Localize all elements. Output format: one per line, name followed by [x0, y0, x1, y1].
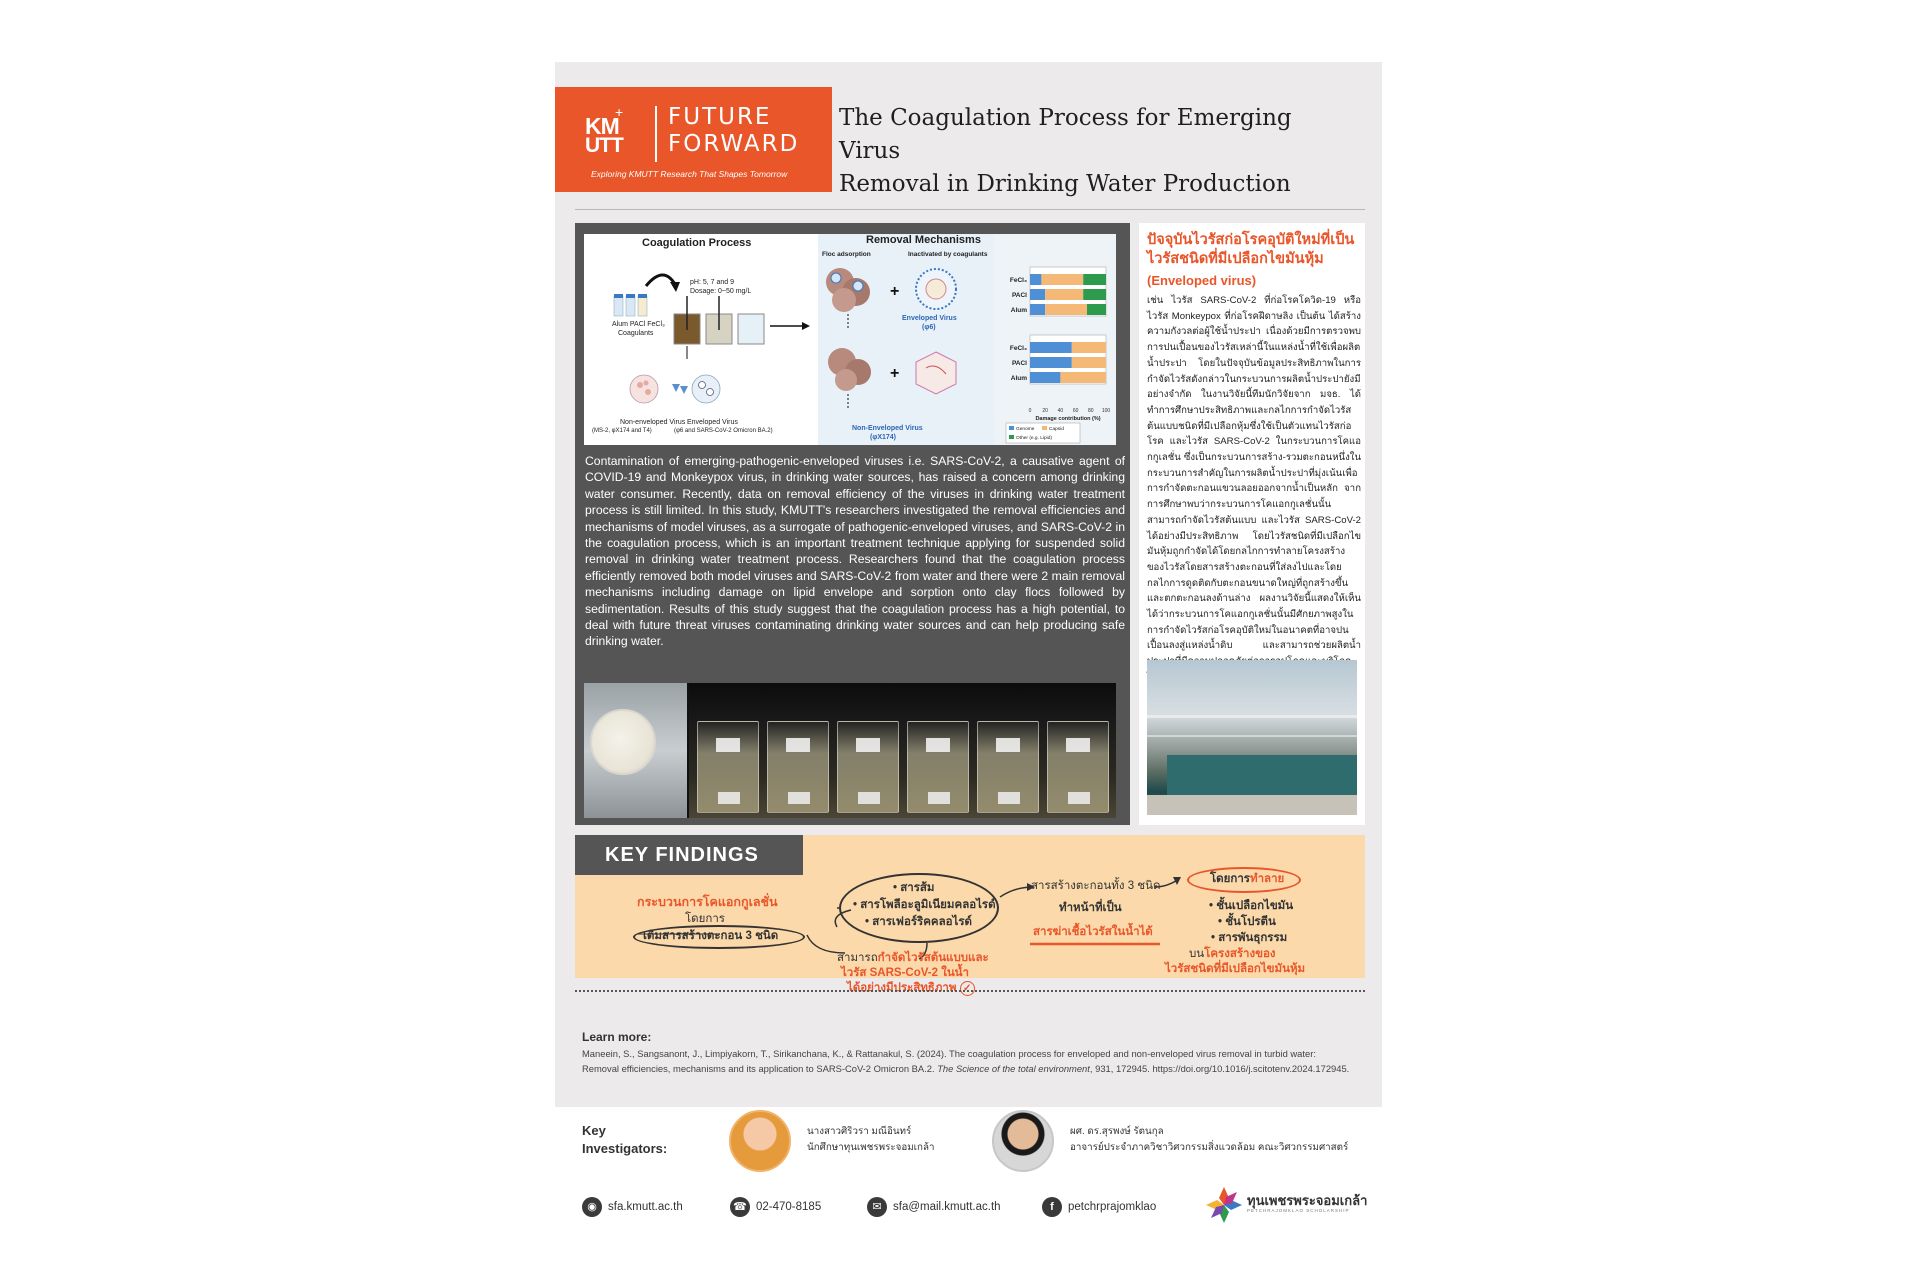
facebook-icon: f — [1042, 1197, 1062, 1217]
key-investigators-line-1: Key — [582, 1123, 606, 1138]
thai-subheading: (Enveloped virus) — [1147, 273, 1257, 288]
non-enveloped-floc-icon — [828, 348, 871, 391]
non-enveloped-virus-icon — [916, 352, 956, 394]
non-enveloped-virus-label: Non-Enveloped Virus — [852, 425, 923, 432]
chart-category-label: PACl — [1011, 360, 1027, 367]
check-icon: ✓ — [960, 981, 975, 996]
coagulants-line-2: Coagulants — [618, 330, 654, 337]
kmutt-logo — [585, 104, 635, 159]
poster-title — [839, 102, 1359, 201]
english-summary-panel — [575, 223, 1130, 825]
chart-legend-swatch — [1009, 426, 1014, 430]
non-env-sub: (MS-2, φX174 and T4) — [592, 428, 652, 434]
chart-category-label: Alum — [1010, 375, 1027, 382]
scholarship-logo-icon — [1205, 1186, 1243, 1224]
chart-bar-segment — [1072, 342, 1106, 353]
dotted-divider — [575, 990, 1365, 992]
phone-icon: ☎ — [730, 1197, 750, 1217]
key-findings-label: KEY FINDINGS — [575, 835, 803, 875]
key-findings-section — [575, 835, 1365, 994]
reference-citation — [582, 1046, 1352, 1076]
kf-left-by: โดยการ — [685, 913, 725, 925]
chart-x-axis-label: Damage contribution (%) — [1035, 416, 1101, 422]
chart-legend-label: Genome — [1016, 427, 1035, 432]
kf-coagulant-2: • สารโพลีอะลูมิเนียมคลอไรด์ — [853, 899, 996, 911]
jar-test-beakers-photo — [689, 683, 1116, 818]
env-label: Enveloped Virus — [687, 419, 738, 426]
chart-bar-segment — [1045, 289, 1083, 300]
non-enveloped-virus-sub: (φX174) — [870, 434, 897, 441]
key-investigators-line-2: Investigators: — [582, 1141, 668, 1156]
thai-body-text: เช่น ไวรัส SARS-CoV-2 ที่ก่อโรคโควิด-19 หรือ ไวรัส Monkeypox ที่ก่อโรคฝีดาษลิง เป็นต้น ได้สร้างความกังวลต่อผู้ใช้น้ำประปา เนื่องด้วยมีการตรวจพบการปนเปื้อนของไวรัสเหล่านี้ในแหล่งน้ำที่ใช้เพื่อผลิตน้ำประปา โดยในปัจจุบันข้อมูลประสิทธิภาพในการกำจัดไวรัสดังกล่าวในกระบวนการผลิตน้ำประปายังมีอย่างจำกัด ในงานวิจัยนี้ทีมนักวิจัยจาก มจธ. ได้ทำการศึกษาประสิทธิภาพและกลไกการกำจัดไวรัสต้นแบบชนิดที่มีเปลือกหุ้มซึ่งใช้เป็นตัวแทนไวรัสก่อโรค และไวรัส SARS-CoV-2 ในกระบวนการโคแอกกูเลชั่น ซึ่งเป็นกระบวนการสร้าง-รวมตะกอนหนึ่งในกระบวนการสำคัญในการผลิตน้ำประปาที่มุ่งเน้นเพื่อการกำจัดตะกอนแขวนลอยออกจากน้ำเป็นหลัก จากการศึกษาพบว่ากระบวนการโคแอกกูเลชั่นนั้นสามารถกำจัดไวรัสต้นแบบ และไวรัส SARS-CoV-2 ได้อย่างมีประสิทธิภาพ โดยไวรัสชนิดที่มีเปลือกไขมันหุ้มถูกกำจัดได้โดยกลไกการทำลายโครงสร้างของไวรัสโดยสารสร้างตะกอนที่ใส่ลงไปและโดยกลไกการดูดติดกับตะกอนขนาดใหญ่ที่ถูกสร้างขึ้นและตกตะกอนลงด้านล่าง ผลงานวิจัยนี้แสดงให้เห็นได้ว่ากระบวนการโคแอกกูเลชั่นนั้นมีศักยภาพสูงในการกำจัดไวรัสก่อโรคอุบัติใหม่ในอนาคตที่อาจปนเปื้อนลงสู่แหล่งน้ำดิบ และสามารถช่วยผลิตน้ำ — [1147, 295, 1361, 652]
chart-bar-segment — [1083, 289, 1106, 300]
kf-right1-line-2: ทำหน้าที่เป็น — [1059, 902, 1122, 914]
enveloped-virus-label: Enveloped Virus — [902, 315, 957, 322]
kf-damage-1: • ชั้นเปลือกไขมัน — [1209, 900, 1294, 912]
mechanism-diagram — [584, 234, 1116, 445]
chart-category-label: Alum — [1010, 307, 1027, 314]
avatar-investigator-1 — [729, 1110, 791, 1172]
phone-text: 02-470-8185 — [756, 1201, 822, 1214]
beaker — [837, 721, 899, 813]
non-env-label: Non-enveloped Virus — [620, 419, 686, 426]
kf-mid-highlight: กำจัดไวรัสต้นแบบและ — [877, 952, 989, 964]
scholarship-name: ทุนเพชรพระจอมเกล้า — [1247, 1193, 1368, 1208]
email-text: sfa@mail.kmutt.ac.th — [893, 1201, 1001, 1214]
reference-doi[interactable]: , 931, 172945. https://doi.org/10.1016/j.scitotenv.2024.172945. — [1089, 1063, 1350, 1074]
chart-category-label: FeCl₃ — [1009, 345, 1027, 352]
kf-right1-line-3: สารฆ่าเชื้อไวรัสในน้ำได้ — [1033, 926, 1153, 938]
reference-main: Maneein, S., Sangsanont, J., Limpiyakorn, T., Sirikanchana, K., & Rattanakul, S. (2024). The coagulation process for enveloped and non-enveloped virus removal in turbid water: Removal efficiencies, mechanisms and its application to SARS-CoV-2 Omicron BA.2. — [582, 1048, 1316, 1074]
title-line-2: Removal in Drinking Water Production — [839, 171, 1291, 197]
chart-tick-label: 100 — [1101, 408, 1111, 414]
chart-legend-swatch — [1009, 435, 1014, 439]
kf-right1-line-1: สารสร้างตะกอนทั้ง 3 ชนิด — [1031, 880, 1161, 892]
coagulants-line-1: Alum PACl FeCl₃ — [612, 321, 665, 328]
brand-tagline: Exploring KMUTT Research That Shapes Tomorrow — [591, 169, 788, 179]
chart-legend-label: Capsid — [1049, 427, 1064, 432]
kf-right2-highlight-2: ไวรัสชนิดที่มีเปลือกไขมันหุ้ม — [1165, 963, 1306, 975]
chart-bar-segment — [1087, 304, 1106, 315]
email-icon: ✉ — [867, 1197, 887, 1217]
contact-website[interactable] — [582, 1197, 683, 1217]
kf-right2-oval-prefix: โดยการ — [1210, 873, 1250, 885]
chart-tick-label: 60 — [1072, 408, 1079, 414]
beaker — [767, 721, 829, 813]
kf-coagulant-3: • สารเฟอร์ริคคลอไรด์ — [865, 916, 972, 928]
kf-right2-on: บน — [1189, 948, 1205, 960]
kf-damage-2: • ชั้นโปรตีน — [1218, 916, 1276, 928]
kf-left-oval-text: เติมสารสร้างตะกอน 3 ชนิด — [643, 930, 779, 942]
website-text: sfa.kmutt.ac.th — [608, 1201, 683, 1214]
enveloped-virus-sub: (φ6) — [922, 324, 936, 331]
chart-bar-segment — [1041, 274, 1083, 285]
kf-mid-line-2: ไวรัส SARS-CoV-2 ในน้ำ — [841, 967, 969, 979]
virus-samples-icon — [630, 375, 720, 403]
logo-divider — [655, 106, 657, 162]
env-sub: (φ6 and SARS-CoV-2 Omicron BA.2) — [674, 428, 773, 434]
lab-photo-strip — [584, 683, 1116, 818]
chart-tick-label: 80 — [1088, 408, 1094, 414]
chart-category-label: FeCl₃ — [1009, 277, 1027, 284]
chart-bar-segment — [1072, 357, 1106, 368]
title-line-1: The Coagulation Process for Emerging Virus — [839, 105, 1292, 164]
reference-journal: The Science of the total environment — [937, 1063, 1090, 1074]
contact-email[interactable] — [867, 1197, 1001, 1217]
thai-summary-panel — [1139, 223, 1365, 825]
abstract-text: Contamination of emerging-pathogenic-enveloped viruses i.e. SARS-CoV-2, a causative agent of COVID-19 and Monkeypox virus, in drinking water sources, has raised a concern among drinking water consumer. Recently, data on removal efficiency of the viruses in drinking water treatment process is still limited. In this study, KMUTT's researchers investigated the removal efficiencies and mechanisms of model viruses, as a surrogate of pathogenic-enveloped viruses, and SARS-CoV-2 in the coagulation process, which is an important treatment technique applying for suspended solid removal in drinking water treatment process. Researchers found that the coagulation process efficiently removed both model viruses and SARS-CoV-2 from water and there were 2 main removal mechanisms including damage on lipid envelope and sorption onto clay flocs followed by sedimentation. Results of this study suggest that the coagulation process has a high potential, to deal with future threat viruses contaminating drinking water sources and can help producing safe drinking water. — [585, 454, 1125, 649]
beakers-icon — [674, 296, 764, 344]
chart-bar-segment — [1060, 372, 1106, 383]
kf-mid-prefix: สามารถ — [837, 952, 878, 964]
kf-coagulant-1: • สารส้ม — [893, 882, 935, 894]
chart-legend-label: Other (e.g. Lipid) — [1016, 436, 1052, 441]
coagulation-process-panel — [584, 234, 816, 445]
floc-icon — [826, 268, 870, 312]
investigator-1-role: นักศึกษาทุนเพชรพระจอมเกล้า — [807, 1142, 935, 1153]
learn-more-title: Learn more: — [582, 1030, 652, 1044]
coag-title: Coagulation Process — [642, 237, 752, 249]
globe-icon: ◉ — [582, 1197, 602, 1217]
avatar-investigator-2 — [992, 1110, 1054, 1172]
petri-dish-photo — [584, 683, 687, 818]
chart-category-label: PACl — [1011, 292, 1027, 299]
kf-left-title: กระบวนการโคแอกกูเลชั่น — [637, 895, 778, 909]
ph-line: pH: 5, 7 and 9 — [690, 279, 734, 286]
brand-line-2: FORWARD — [668, 131, 800, 157]
chart-bar-segment — [1030, 274, 1041, 285]
beaker — [907, 721, 969, 813]
chart-bar-segment — [1083, 274, 1106, 285]
coagulant-bottles-icon — [614, 294, 647, 316]
kf-right2-oval-highlight: ทำลาย — [1249, 873, 1285, 885]
dosage-line: Dosage: 0~50 mg/L — [690, 288, 752, 295]
kf-mid-line-3: ได้อย่างมีประสิทธิภาพ — [847, 982, 957, 994]
chart-bar-segment — [1030, 304, 1045, 315]
chart-bar-segment — [1030, 372, 1060, 383]
thai-heading: ปัจจุบันไวรัสก่อโรคอุบัติใหม่ที่เป็นไวรัสชนิดที่มีเปลือกไขมันหุ้ม — [1147, 232, 1355, 267]
damage-chart-panel — [994, 234, 1116, 445]
kmutt-logo-km: KM — [585, 113, 619, 139]
chart-bar-segment — [1030, 342, 1072, 353]
inactivated-label: Inactivated by coagulants — [908, 251, 988, 258]
svg-text:+: + — [890, 283, 900, 300]
key-investigators-label — [582, 1122, 667, 1158]
poster — [555, 62, 1382, 1230]
investigator-2-role: อาจารย์ประจำภาควิชาวิศวกรรมสิ่งแวดล้อม คณะวิศวกรรมศาสตร์ — [1070, 1142, 1349, 1153]
floc-label: Floc adsorption — [822, 251, 871, 258]
chart-tick-label: 40 — [1057, 408, 1064, 414]
enveloped-virus-icon — [916, 269, 956, 309]
kmutt-logo-plus: + — [615, 104, 624, 120]
removal-title: Removal Mechanisms — [866, 234, 981, 246]
chart-legend-swatch — [1042, 426, 1047, 430]
water-treatment-plant-photo — [1147, 660, 1357, 815]
damage-contribution-chart — [994, 234, 1116, 445]
contact-phone[interactable] — [730, 1197, 821, 1217]
header-divider — [575, 209, 1365, 210]
coag-illustration — [584, 234, 816, 445]
chart-bar-segment — [1030, 357, 1072, 368]
removal-mechanisms-panel — [818, 234, 994, 445]
scholarship-subtitle: PETCHRAJOMKLAO SCHOLARSHIP — [1247, 1208, 1350, 1213]
svg-text:+: + — [890, 365, 900, 382]
facebook-text: petchrprajomklao — [1068, 1201, 1157, 1214]
chart-bar-segment — [1045, 304, 1087, 315]
contact-facebook[interactable] — [1042, 1197, 1156, 1217]
kmutt-logo-utt: UTT — [585, 134, 623, 157]
future-forward-logo — [555, 87, 832, 192]
removal-illustration — [818, 234, 994, 445]
kf-right2-highlight-1: โครงสร้างของ — [1204, 948, 1276, 960]
chart-bar-segment — [1030, 289, 1045, 300]
investigator-1-name: นางสาวศิริวรา มณีอินทร์ — [807, 1126, 912, 1137]
brand-line-1: FUTURE — [668, 104, 772, 130]
chart-tick-label: 0 — [1028, 408, 1032, 414]
beaker — [697, 721, 759, 813]
investigator-2-name: ผศ. ดร.สุรพงษ์ รัตนกุล — [1070, 1126, 1164, 1137]
beaker — [977, 721, 1039, 813]
chart-tick-label: 20 — [1042, 408, 1048, 414]
kf-damage-3: • สารพันธุกรรม — [1211, 932, 1288, 944]
beaker — [1047, 721, 1109, 813]
petri-dish — [590, 709, 656, 775]
